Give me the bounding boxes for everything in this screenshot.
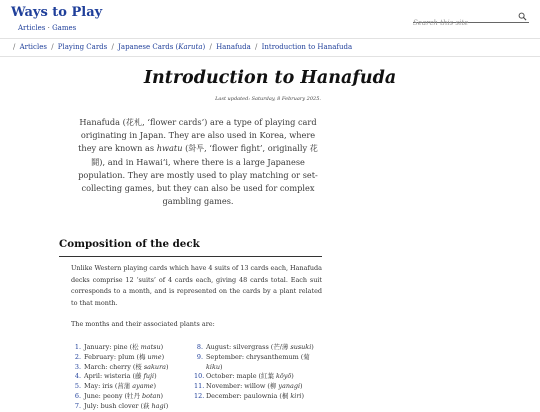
list-text: September: chrysanthemum (菊 kiku): [206, 352, 310, 371]
list-item: [194, 382, 322, 392]
list-number: 10.: [194, 372, 205, 381]
breadcrumb-separator: /: [209, 43, 212, 51]
list-item: [72, 363, 190, 373]
breadcrumb-japanese-cards[interactable]: [118, 43, 205, 51]
list-item: [194, 392, 322, 402]
list-number: 12.: [194, 391, 205, 400]
breadcrumb-introduction[interactable]: Introduction to Hanafuda: [261, 43, 353, 51]
list-number: 1.: [74, 343, 81, 351]
site-title-link[interactable]: Ways to Play: [11, 5, 103, 20]
breadcrumb-articles[interactable]: Articles: [19, 43, 47, 51]
deck-paragraph: Unlike Western playing cards which have 4 suits of 13 cards each, Hanafuda decks comprise 12 ‘suits’ of 4 cards each, giving 48 cards total. Each suit corresponds to a month, and is represented on the cards by a plant related to that month.: [71, 264, 322, 307]
list-text: November: willow (柳 yanagi): [206, 382, 303, 391]
list-item: [72, 343, 190, 353]
nav-separator: ·: [47, 24, 50, 32]
nav-games-link[interactable]: Games: [52, 24, 77, 32]
header-divider: [0, 38, 540, 39]
list-text: March: cherry (桜 sakura): [84, 362, 169, 371]
intro-text-1: Hanafuda (花札, ‘flower cards’) are a type of playing card originating in Japan. They are also used in Korea, where they are known as: [78, 117, 317, 154]
breadcrumb-separator: /: [111, 43, 114, 51]
list-item: [72, 353, 190, 363]
list-number: 5.: [74, 382, 81, 391]
list-text: June: peony (牡丹 botan): [84, 391, 164, 400]
breadcrumb-japanese-prefix: Japanese Cards (: [118, 43, 179, 51]
page-title: Introduction to Hanafuda: [143, 68, 397, 88]
intro-paragraph: [72, 116, 324, 208]
months-intro: The months and their associated plants are:: [71, 320, 215, 328]
breadcrumb-separator: /: [13, 43, 16, 51]
nav-articles-link[interactable]: Articles: [18, 24, 46, 32]
list-text: October: maple (紅葉 kōyō): [206, 372, 294, 381]
list-item: [194, 372, 322, 382]
months-list-col1: [72, 343, 190, 412]
list-item: [72, 382, 190, 392]
section-rule: [59, 256, 322, 257]
list-item: [194, 353, 322, 373]
list-number: 11.: [194, 382, 205, 391]
list-text: July: bush clover (萩 hagi): [84, 401, 169, 410]
list-number: 7.: [74, 401, 81, 410]
months-list-col2: [194, 343, 322, 402]
search-box: [413, 10, 529, 23]
section-heading: Composition of the deck: [59, 238, 200, 250]
list-number: 9.: [196, 352, 203, 361]
list-text: December: paulownia (桐 kiri): [206, 391, 304, 400]
breadcrumb-divider: [0, 56, 540, 57]
breadcrumb-playing-cards[interactable]: Playing Cards: [57, 43, 108, 51]
list-text: January: pine (松 matsu): [84, 343, 164, 351]
breadcrumb: [11, 43, 352, 51]
intro-em-hwatu: hwatu: [156, 143, 183, 154]
list-number: 4.: [74, 372, 81, 381]
list-item: [194, 343, 322, 353]
list-text: April: wisteria (藤 fuji): [84, 372, 157, 381]
breadcrumb-hanafuda[interactable]: Hanafuda: [216, 43, 251, 51]
list-number: 3.: [74, 362, 81, 371]
breadcrumb-separator: /: [51, 43, 54, 51]
list-number: 2.: [74, 352, 81, 361]
list-number: 6.: [74, 391, 81, 400]
last-updated: Last updated: Saturday, 8 February 2025.: [215, 96, 321, 102]
breadcrumb-japanese-em: Karuta: [178, 43, 203, 51]
site-nav: [18, 24, 76, 32]
list-item: [72, 392, 190, 402]
list-text: August: silvergrass (芒/薄 susuki): [206, 343, 314, 351]
list-text: May: iris (菖蒲 ayame): [84, 382, 157, 391]
breadcrumb-japanese-suffix: ): [202, 43, 206, 51]
list-item: [72, 402, 190, 412]
intro-text-2: (화투, ‘flower fight’, originally 花鬪), and in Hawaiʻi, where there is a large Japanese population. They are mostly used to play matching or set-collecting games, but they can also be used for complex gambling games.: [78, 143, 318, 207]
list-number: 8.: [196, 343, 203, 351]
list-item: [72, 372, 190, 382]
list-text: February: plum (梅 ume): [84, 352, 165, 361]
search-icon[interactable]: [518, 12, 527, 21]
search-input[interactable]: [413, 17, 513, 27]
breadcrumb-separator: /: [255, 43, 258, 51]
